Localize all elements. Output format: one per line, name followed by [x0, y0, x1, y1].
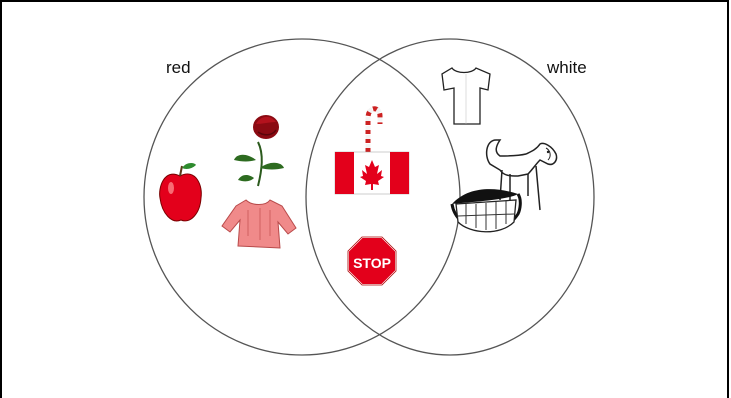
rose-icon [234, 115, 284, 186]
candy-cane-icon [368, 109, 380, 152]
stop-sign-icon [348, 237, 396, 285]
apple-icon [160, 163, 202, 221]
canada-flag-icon [335, 152, 409, 194]
stop-sign-text: STOP [353, 255, 391, 271]
red-sweater-icon [222, 200, 296, 248]
white-set-label: white [547, 58, 587, 77]
teeth-icon [452, 189, 520, 232]
red-set-label: red [166, 58, 191, 77]
t-shirt-icon [442, 68, 490, 124]
